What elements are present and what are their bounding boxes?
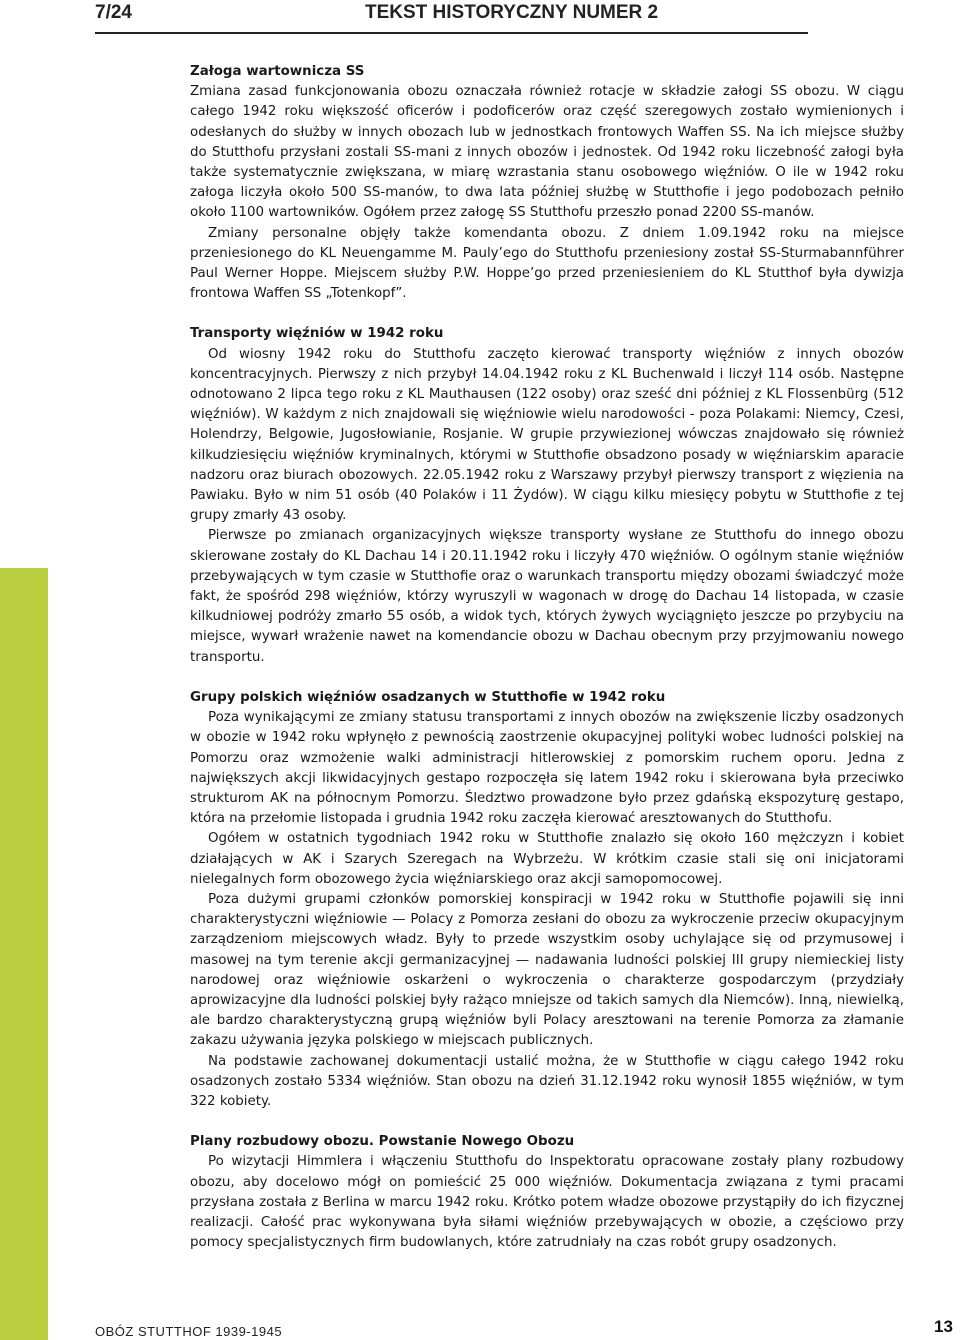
paragraph: Na podstawie zachowanej dokumentacji ustalić można, że w Stutthofie w ciągu całego 1942 roku osadzonych zostało 5334 więźniów. Stan obozu na dzień 31.12.1942 roku wynosił 1855 więźniów, w tym 322 kobiety. [190,1053,904,1109]
section-heading: Plany rozbudowy obozu. Powstanie Nowego Obozu [190,1134,575,1150]
accent-bar [0,568,48,1340]
paragraph: Pierwsze po zmianach organizacyjnych większe transporty wysłane ze Stutthofu do innego obozu skierowane zostały do KL Dachau 14 i 20.11.1942 roku i liczyły 470 więźniów. O ogólnym stanie więźniów przebywających w tym czasie w Stutthofie oraz o warunkach transportu między obozami świadczyć może fakt, że spośród 298 więźniów, którzy wyruszyli w wagonach w drogę do Dachau 14 listopada, w czasie kilkudniowej podróży zmarło 55 osób, a widok tych, których żywych wyciągnięto jeszcze po przybyciu na miejsce, wywarł wrażenie nawet na komendancie obozu w Dachau obecnym przy przyjmowaniu nowego transportu. [190,528,904,665]
document-title: TEKST HISTORYCZNY NUMER 2 [365,2,659,23]
section-heading: Załoga wartownicza SS [190,64,365,79]
paragraph: Zmiana zasad funkcjonowania obozu oznaczała również rotacje w składzie załogi SS obozu. W ciągu całego 1942 roku większość oficerów i podoficerów oraz część szeregowych zostało wymienionych i odesłanych do służby w innych obozach lub w jednostkach frontowych Waffen SS. Na ich miejsce służby do Stutthofu przysłani zostali SS-mani z innych obozów i jednostek. Od 1942 roku liczebność załogi była także systematycznie zwiększana, w miarę wzrastania stanu osobowego więźniów. O ile w 1942 roku załoga liczyła około 500 SS-manów, to dwa lata później służbę w Stutthofie i jego podobozach pełniło około 1100 wartowników. Ogółem przez załogę SS Stutthofu przeszło ponad 2200 SS-manów. [190,84,904,221]
footer-series-title: OBÓZ STUTTHOF 1939-1945 [95,1324,283,1339]
paragraph: Po wizytacji Himmlera i włączeniu Stutthofu do Inspektoratu opracowane zostały plany rozbudowy obozu, aby docelowo mógł on pomieścić 25 000 więźniów. Dokumentacja związana z tymi pracami przysłana została z Berlina w marcu 1942 roku. Krótko potem władze obozowe przystąpiły do ich fizycznej realizacji. Całość prac wykonywana była siłami więźniów przebywających w obozie, a częściowo przy pomocy specjalistycznych firm budowlanych, które zatrudniały na czas robót grupy osadzonych. [190,1154,904,1251]
section-heading: Transporty więźniów w 1942 roku [190,326,444,342]
paragraph: Od wiosny 1942 roku do Stutthofu zaczęto kierować transporty więźniów z innych obozów koncentracyjnych. Pierwszy z nich przybył 14.04.1942 roku z KL Buchenwald i liczył 114 osób. Następne odnotowano 2 lipca tego roku z KL Mauthausen (122 osoby) oraz sześć dni później z KL Flossenbürg (512 więźniów). W każdym z nich znajdowali się więźniowie wielu narodowości - poza Polakami: Niemcy, Czesi, Holendrzy, Belgowie, Jugosłowianie, Rosjanie. W grupie przywiezionej wówczas znajdowało się również kilkudziesięciu więźniów kryminalnych, którymi w Stutthofie obsadzono posady w więźniarskim aparacie nadzoru oraz biurach obozowych. 22.05.1942 roku z Warszawy przybył pierwszy transport z więzienia na Pawiaku. Było w nim 51 osób (40 Polaków i 11 Żydów). W ciągu kilku miesięcy pobytu w Stutthofie z tej grupy zmarły 43 osoby. [190,346,904,524]
page-header [95,0,808,34]
page-reference: 7/24 [95,2,132,23]
paragraph: Ogółem w ostatnich tygodniach 1942 roku w Stutthofie znalazło się około 160 mężczyzn i kobiet działających w AK i Szarych Szeregach na Wybrzeżu. W krótkim czasie stali się oni inicjatorami nielegalnych form obozowego życia więźniarskiego oraz akcji samopomocowej. [190,831,904,887]
paragraph: Zmiany personalne objęły także komendanta obozu. Z dniem 1.09.1942 roku na miejsce przeniesionego do KL Neuengamme M. Pauly’ego do Stutthofu przeniesiony został SS-Sturmabannführer Paul Werner Hoppe. Miejscem służby P.W. Hoppe’go przed przeniesieniem do KL Stutthof była dywizja frontowa Waffen SS „Totenkopf”. [190,225,904,302]
section-ss-guard [190,62,904,304]
section-polish-prisoners [190,688,904,1112]
article-body [190,62,904,1273]
section-heading: Grupy polskich więźniów osadzanych w Stutthofie w 1942 roku [190,689,666,705]
section-transports [190,324,904,667]
paragraph: Poza dużymi grupami członków pomorskiej konspiracji w 1942 roku w Stutthofie pojawili się inni charakterystyczni więźniowie — Polacy z Pomorza zesłani do obozu za wykroczenie przeciw okupacyjnym zarządzeniom miejscowych władz. Były to przede wszystkim osoby uchylające się od przymusowej i masowej na tym terenie akcji germanizacyjnej — nadawania ludności polskiej III grupy niemieckiej listy narodowej oraz więźniowie oskarżeni o wykroczenia o charakterze gospodarczym (przydziały aprowizacyjne dla ludności polskiej były rażąco mniejsze od takich samych dla Niemców). Inną, niewielką, ale bardzo charakterystyczną grupą więźniów byli Polacy aresztowani na terenie Pomorza za złamanie zakazu używania języka polskiego w miejscach publicznych. [190,891,904,1049]
section-expansion-plans [190,1132,904,1253]
page-number: 13 [934,1317,953,1336]
paragraph: Poza wynikającymi ze zmiany statusu transportami z innych obozów na zwiększenie liczby osadzonych w obozie w 1942 roku wpłynęło z pewnością zaostrzenie okupacyjnej polityki wobec ludności polskiej na Pomorzu oraz wzmożenie walki administracji hitlerowskiej z pomorskim ruchem oporu. Jedna z największych akcji likwidacyjnych gestapo rozpoczęła się latem 1942 roku i skierowana była przeciwko strukturom AK na północnym Pomorzu. Śledztwo prowadzone było przez gdańską ekspozyturę gestapo, która na przełomie listopada i grudnia 1942 roku zaczęła kierować aresztowanych do Stutthofu. [190,710,904,827]
